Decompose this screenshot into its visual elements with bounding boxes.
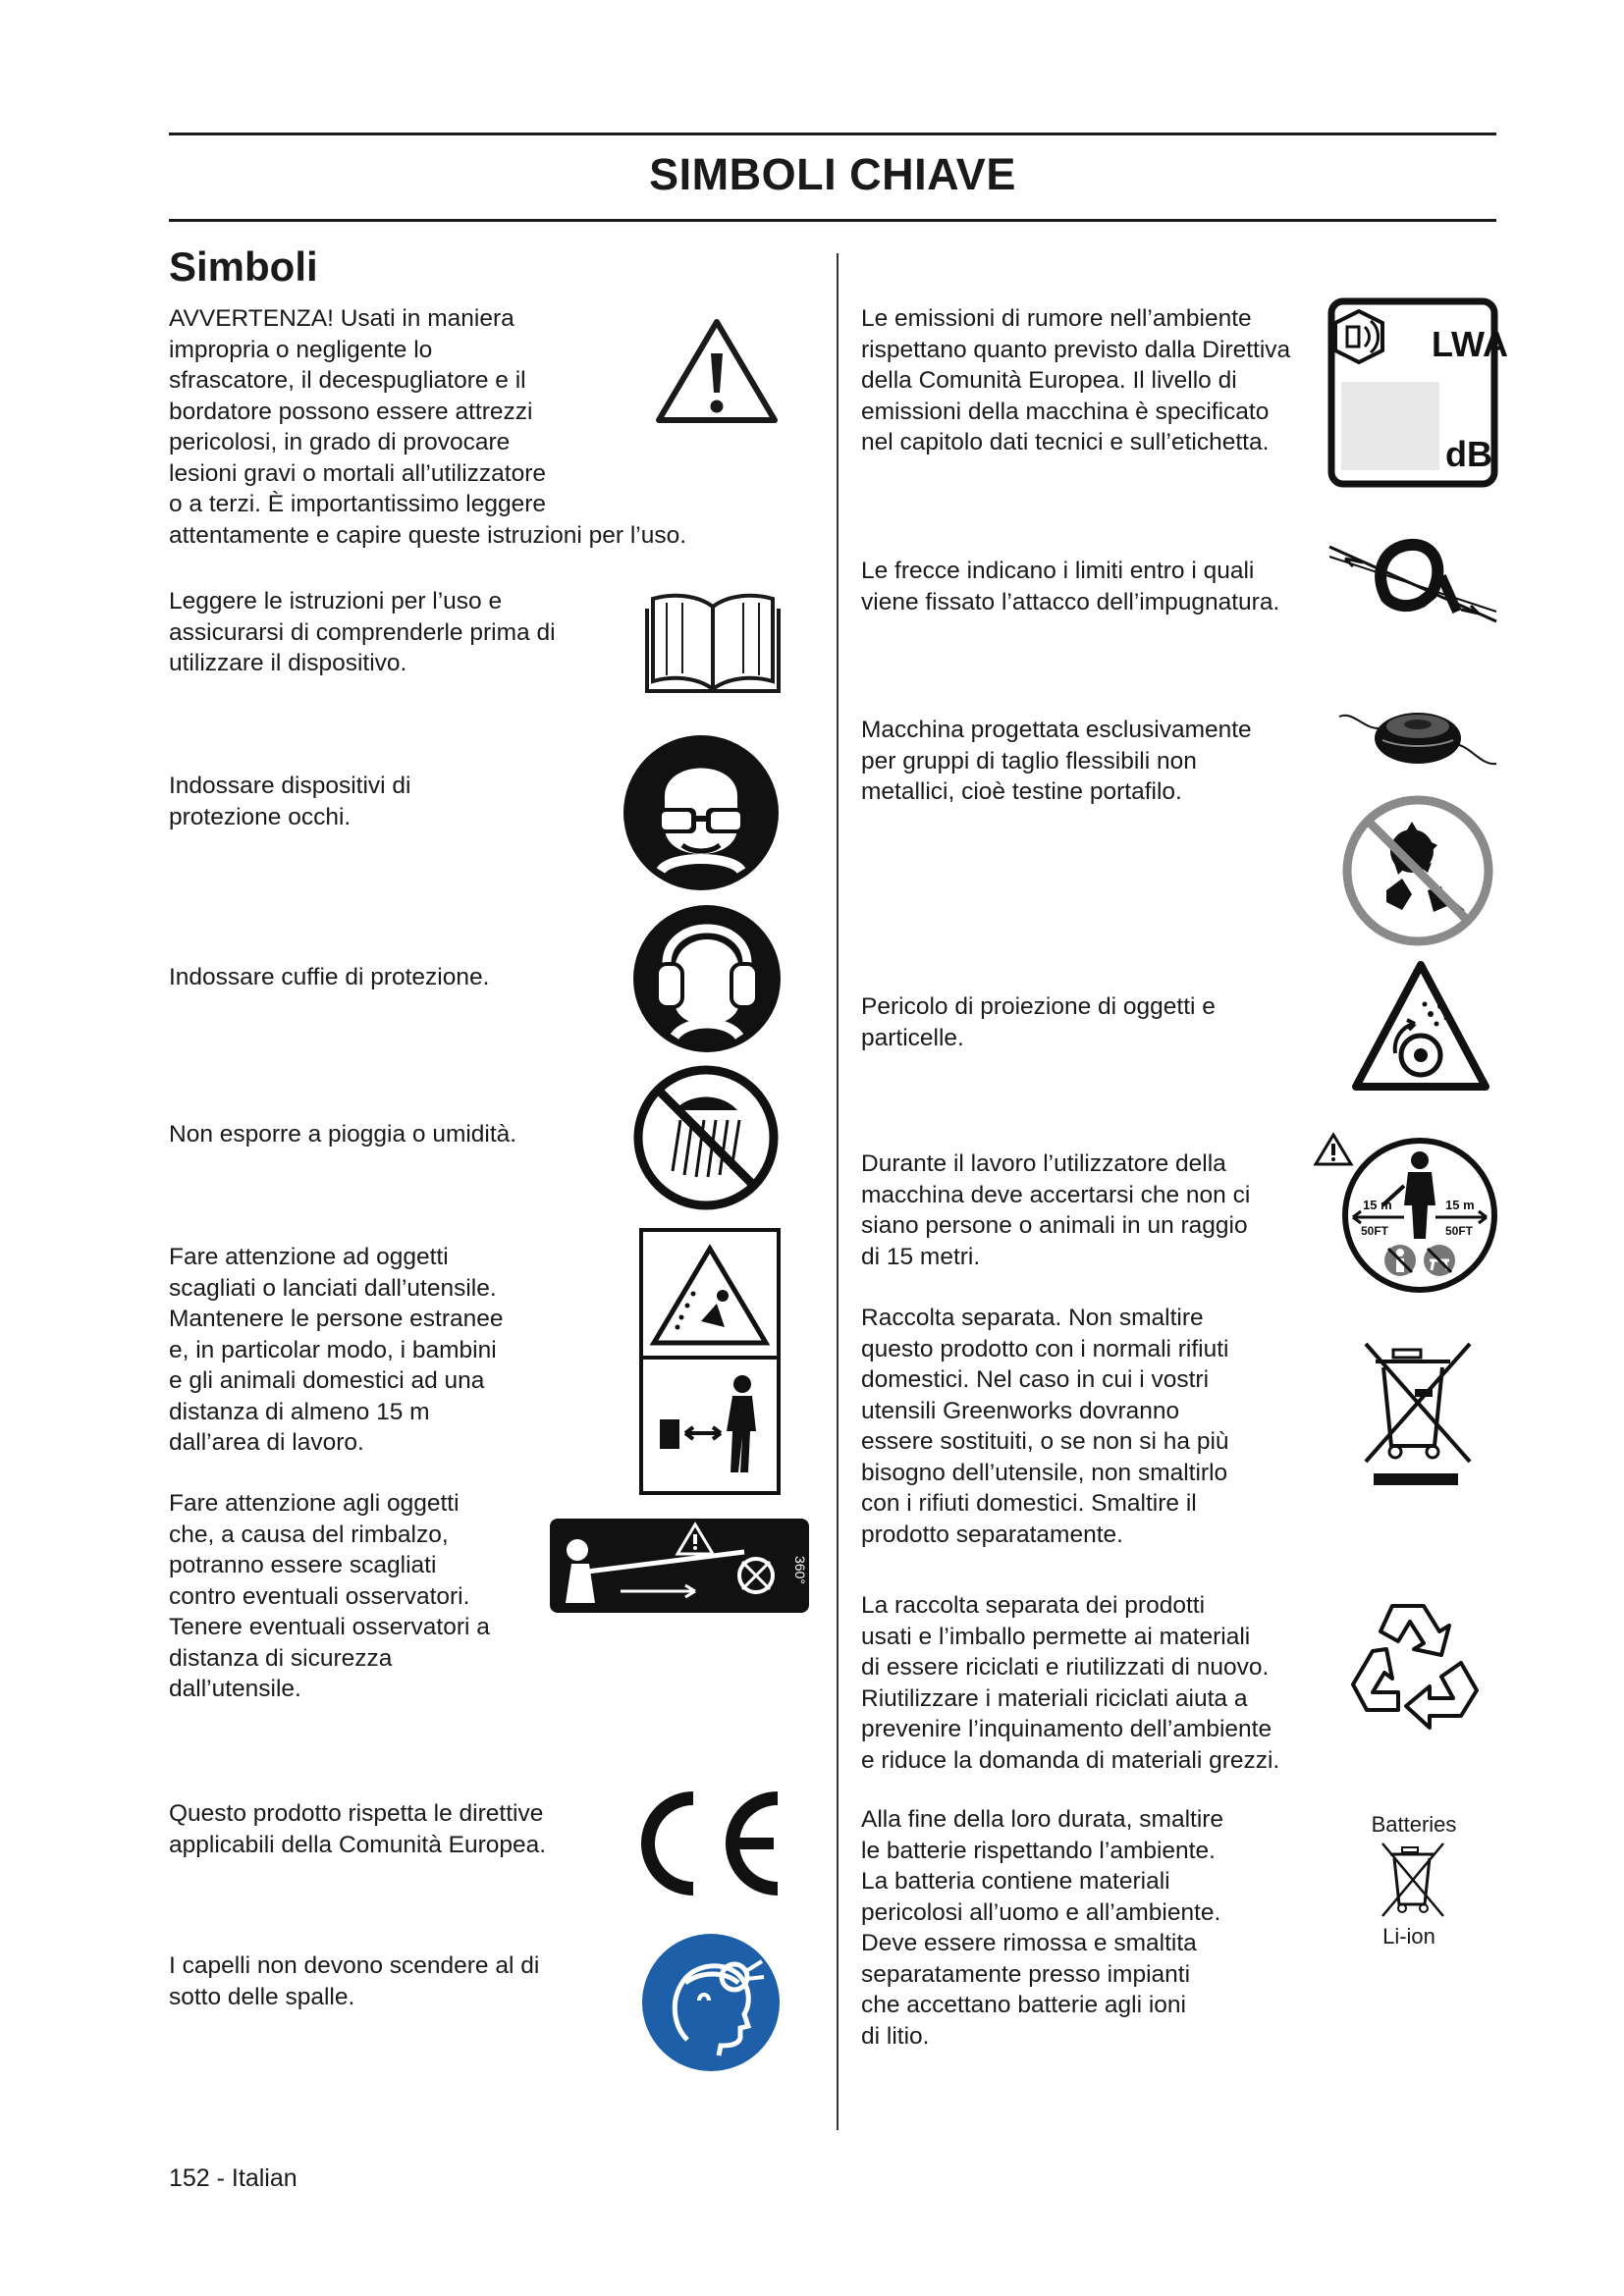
top-rule — [169, 133, 1496, 135]
eye-protection-icon — [622, 733, 781, 892]
section-title: Simboli — [169, 243, 318, 290]
radius-left-meters: 15 m — [1363, 1198, 1392, 1212]
no-metal-blade-icon — [1339, 792, 1496, 949]
warning-triangle-icon — [653, 316, 781, 426]
projection-text: Pericolo di proiezione di oggetti e particelle. — [861, 993, 1216, 1051]
batteries-label: Batteries — [1371, 1812, 1457, 1837]
flexible-head-text: Macchina progettata esclusivamente per gruppi di taglio flessibili non metallici, cioè testine portafilo. — [861, 717, 1252, 805]
radius-right-feet: 50FT — [1445, 1224, 1474, 1238]
li-ion-label: Li-ion — [1382, 1924, 1435, 1949]
radius-left-feet: 50FT — [1361, 1224, 1389, 1238]
battery-bin-icon — [1379, 1842, 1447, 1922]
rebound-degrees-label: 360° — [792, 1556, 808, 1584]
handle-limit-arrows-icon — [1326, 533, 1500, 627]
recycle-text: La raccolta separata dei prodotti usati e l’imballo permette ai materiali di essere riciclati e riutilizzati di nuovo. Riutilizzare i materiali riciclati aiuta a prevenire l’inquinamento dell’ambiente e riduce la domanda di materiali grezzi. — [861, 1592, 1280, 1774]
no-rain-text: Non esporre a pioggia o umidità. — [169, 1121, 517, 1148]
noise-text: Le emissioni di rumore nell’ambiente rispettano quanto previsto dalla Direttiva della Comunità Europea. Il livello di emissioni della macchina è specificato nel capitolo dati tecnici e sull’etichetta. — [861, 305, 1291, 455]
hair-restraint-icon — [640, 1932, 782, 2073]
page-title: SIMBOLI CHIAVE — [649, 149, 1016, 199]
ear-protection-icon — [631, 903, 783, 1054]
ce-text: Questo prodotto rispetta le direttive applicabili della Comunità Europea. — [169, 1800, 547, 1858]
noise-level-lwa-icon — [1327, 297, 1508, 488]
page-number: 152 - Italian — [169, 2164, 298, 2192]
no-rain-icon — [631, 1063, 781, 1212]
safety-radius-text: Durante il lavoro l’utilizzatore della macchina deve accertarsi che non ci siano persone o animali in un raggio di 15 metri. — [861, 1150, 1251, 1270]
db-label: dB — [1445, 434, 1492, 474]
thrown-objects-text: Fare attenzione ad oggetti scagliati o lanciati dall’utensile. Mantenere le persone estranee e, in particolar modo, i bambini e gli animali domestici ad una distanza di almeno 15 m dall’area di lavoro. — [169, 1244, 504, 1456]
trimmer-head-icon — [1333, 695, 1500, 774]
thrown-objects-distance-icon — [638, 1227, 782, 1496]
lwa-label: LWA — [1432, 324, 1508, 364]
column-divider — [837, 253, 839, 2130]
open-book-icon — [643, 587, 783, 697]
battery-text: Alla fine della loro durata, smaltire le batterie rispettando l’ambiente. La batteria contiene materiali pericolosi all’uomo e all’ambiente. Deve essere rimossa e smaltita separatamente presso impianti che accettano batterie agli ioni di litio. — [861, 1806, 1224, 2050]
ce-mark-icon — [628, 1785, 787, 1902]
title-rule — [169, 219, 1496, 222]
handle-arrows-text: Le frecce indicano i limiti entro i quali viene fissato l’attacco dell’impugnatura. — [861, 558, 1280, 615]
radius-right-meters: 15 m — [1445, 1198, 1475, 1212]
recycle-icon — [1345, 1592, 1485, 1730]
projection-hazard-icon — [1350, 959, 1491, 1095]
ear-protection-text: Indossare cuffie di protezione. — [169, 964, 490, 990]
rebound-text: Fare attenzione agli oggetti che, a causa del rimbalzo, potranno essere scagliati contro eventuali osservatori. Tenere eventuali osservatori a distanza di sicurezza dall’utensile. — [169, 1490, 490, 1702]
rebound-objects-icon — [548, 1517, 811, 1615]
crossed-bin-icon — [1360, 1340, 1478, 1487]
weee-text: Raccolta separata. Non smaltire questo prodotto con i normali rifiuti domestici. Nel caso in cui i vostri utensili Greenworks dovranno essere sostituiti, o se non si ha più bisogno dell’utensile, non smaltirlo con i rifiuti domestici. Smaltire il prodotto separatamente. — [861, 1305, 1229, 1548]
safety-radius-icon — [1312, 1131, 1498, 1294]
manual-text: Leggere le istruzioni per l’uso e assicurarsi di comprenderle prima di utilizzare il dispositivo. — [169, 588, 556, 676]
warning-text: AVVERTENZA! Usati in maniera impropria o negligente lo sfrascatore, il decespugliatore e il bordatore possono essere attrezzi pericolosi, in grado di provocare lesioni gravi o mortali all’utilizzatore o a terzi. È importantissimo leggere attentamente e capire queste istruzioni per l’uso. — [169, 305, 687, 549]
hair-text: I capelli non devono scendere al di sotto delle spalle. — [169, 1952, 540, 2010]
eye-protection-text: Indossare dispositivi di protezione occhi. — [169, 773, 411, 830]
